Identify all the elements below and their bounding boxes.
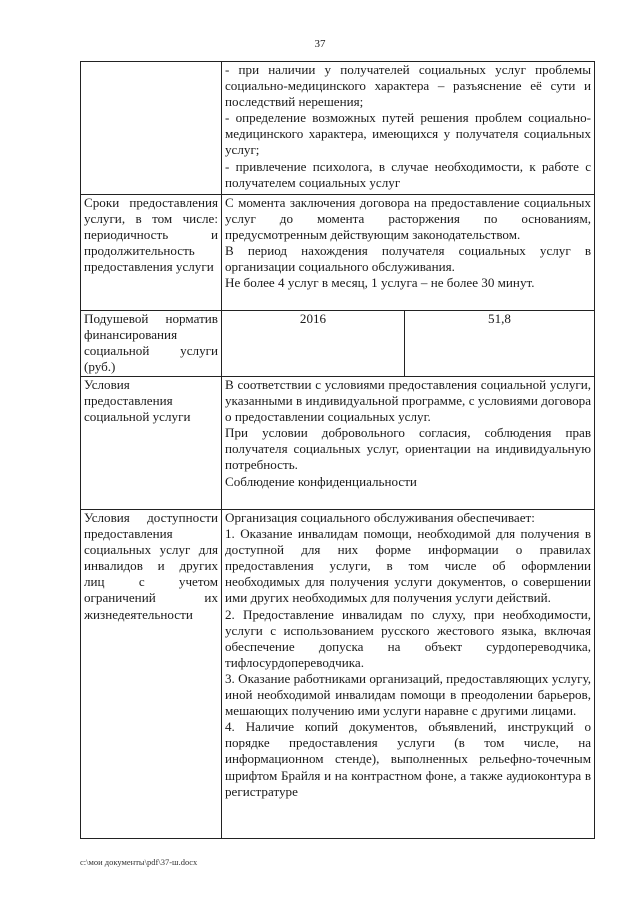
paragraph: В период нахождения получателя социальных услуг в организации социального обслуживания. xyxy=(225,243,592,275)
paragraph: 1. Оказание инвалидам помощи, необходимой для получения в доступной для них форме информации о правилах предоставления услуги, в том числе об оформлении необходимых для получения услуги документов, о совершении ими других необходимых для получения услуги действий. xyxy=(225,526,592,606)
paragraph: При условии добровольного согласия, соблюдения прав получателя социальных услуг, ориентации на индивидуальную потребность. xyxy=(225,425,592,473)
paragraph: Организация социального обслуживания обеспечивает: xyxy=(225,510,535,525)
row-label-conditions: Условия предоставления социальной услуги xyxy=(81,377,222,510)
services-table xyxy=(80,61,595,839)
row-label-empty xyxy=(81,62,222,195)
table-row-conditions xyxy=(81,377,595,510)
row-content-terms xyxy=(222,195,595,311)
row-label-norm: Подушевой норматив финансирования социальной услуги (руб.) xyxy=(81,311,222,377)
paragraph: - при наличии у получателей социальных услуг проблемы социально-медицинского характера – разъяснение её сути и последствий нерешения; xyxy=(225,62,592,110)
paragraph: - определение возможных путей решения проблем социально-медицинского характера, имеющихся у получателя социальных услуг; xyxy=(225,110,592,158)
paragraph: - привлечение психолога, в случае необходимости, к работе с получателем социальных услуг xyxy=(225,158,592,190)
paragraph: Не более 4 услуг в месяц, 1 услуга – не более 30 минут. xyxy=(225,275,535,291)
row-label-terms: Сроки предоставления услуги, в том числе: периодичность и продолжительность предоставления услуги xyxy=(81,195,222,311)
paragraph: 4. Наличие копий документов, объявлений, инструкций о порядке предоставления услуги (в том числе, на информационном стенде), выполненных рельефно-точечным шрифтом Брайля и на контрастном фоне, а также аудиоконтура в регистратуре xyxy=(225,719,592,799)
paragraph: В соответствии с условиями предоставления социальной услуги, указанными в индивидуальной программе, с условиями договора о предоставлении социальных услуг. xyxy=(225,377,592,425)
paragraph: 2. Предоставление инвалидам по слуху, при необходимости, услуги с использованием русского жестового языка, включая обеспечение допуска на объект сурдопереводчика, тифлосурдопереводчика. xyxy=(225,606,592,670)
row-label-accessibility: Условия доступности предоставления социальных услуг для инвалидов и других лиц с учетом ограничений их жизнедеятельности xyxy=(81,510,222,839)
norm-value: 51,8 xyxy=(405,311,595,377)
paragraph: С момента заключения договора на предоставление социальных услуг до момента расторжения по основаниям, предусмотренным действующим законодательством. xyxy=(225,195,592,243)
footer-file-path: c:\мои документы\pdf\37-ш.docx xyxy=(80,857,198,867)
table-row-continuation xyxy=(81,62,595,195)
table-row-norm xyxy=(81,311,595,377)
table-row-terms xyxy=(81,195,595,311)
row-content-continuation xyxy=(222,62,595,195)
table-row-accessibility xyxy=(81,510,595,839)
page-number: 37 xyxy=(314,38,326,50)
row-content-accessibility xyxy=(222,510,595,839)
row-content-conditions xyxy=(222,377,595,510)
paragraph: Соблюдение конфиденциальности xyxy=(225,473,417,489)
paragraph: 3. Оказание работниками организаций, предоставляющих услугу, иной необходимой инвалидам помощи в преодолении барьеров, мешающих получению ими услуги наравне с другими лицами. xyxy=(225,670,592,719)
norm-year: 2016 xyxy=(222,311,405,377)
